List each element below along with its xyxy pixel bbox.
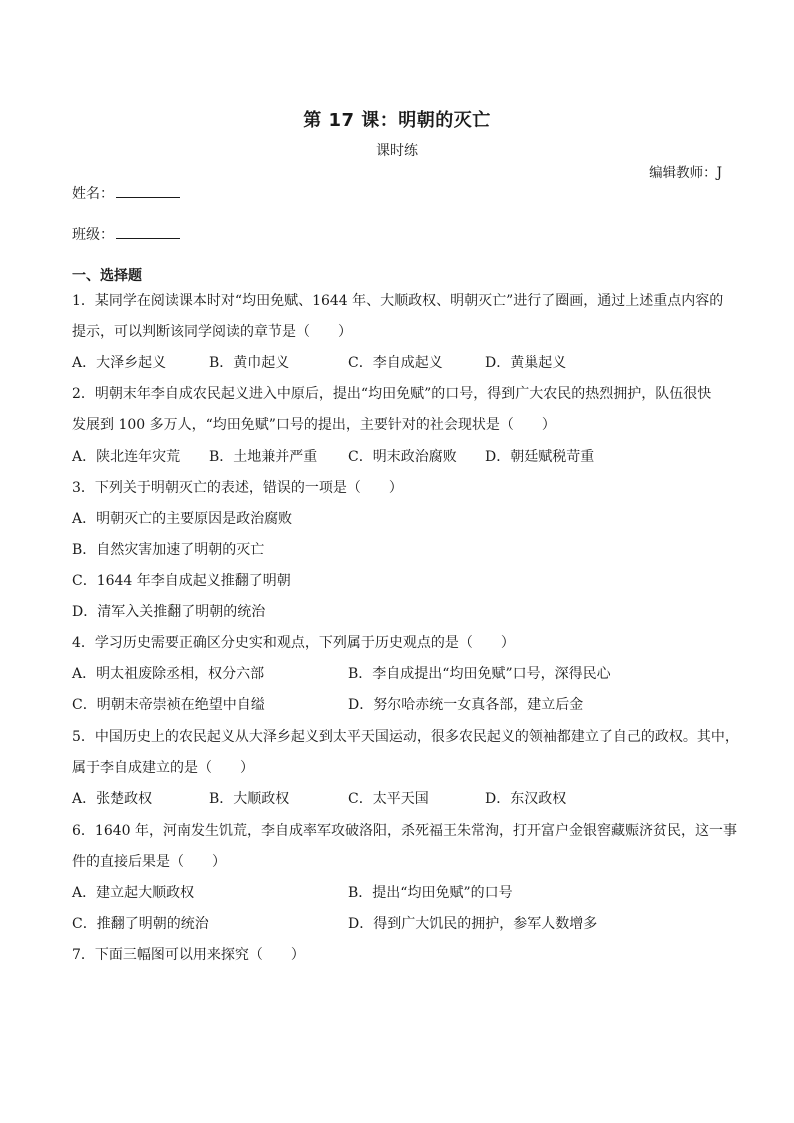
- option-c[interactable]: C．李自成起义: [348, 355, 443, 371]
- question-3-option-c[interactable]: C．1644 年李自成起义推翻了明朝: [72, 573, 291, 589]
- option-b[interactable]: B．大顺政权: [209, 791, 290, 807]
- option-b[interactable]: B．土地兼并严重: [209, 449, 318, 465]
- question-6-line-1: 6．1640 年，河南发生饥荒，李自成率军攻破洛阳，杀死福王朱常洵，打开富户金银窖藏赈济贫民，这一事: [72, 823, 737, 839]
- question-5-line-1: 5．中国历史上的农民起义从大泽乡起义到太平天国运动，很多农民起义的领袖都建立了自己的政权。其中，: [72, 729, 739, 745]
- option-a[interactable]: A．大泽乡起义: [72, 355, 167, 371]
- question-3-line-1: 3．下列关于明朝灭亡的表述，错误的一项是（ ）: [72, 480, 403, 496]
- option-c[interactable]: C．推翻了明朝的统治: [72, 916, 209, 932]
- option-a[interactable]: A．张楚政权: [72, 791, 153, 807]
- page-title: 第 17 课：明朝的灭亡: [303, 110, 491, 131]
- class-label: 班级：: [72, 227, 114, 243]
- question-6-line-2: 件的直接后果是（ ）: [72, 854, 226, 870]
- option-d[interactable]: D．黄巢起义: [485, 355, 567, 371]
- option-b[interactable]: B．提出“均田免赋”的口号: [348, 885, 513, 901]
- page-subtitle: 课时练: [376, 143, 418, 159]
- option-d[interactable]: D．得到广大饥民的拥护，参军人数增多: [348, 916, 598, 932]
- question-5-line-2: 属于李自成建立的是（ ）: [72, 760, 254, 776]
- question-1-line-2: 提示，可以判断该同学阅读的章节是（ ）: [72, 324, 352, 340]
- editor-credit: 编辑教师：J: [649, 165, 722, 181]
- question-3-option-d[interactable]: D．清军入关推翻了明朝的统治: [72, 604, 266, 620]
- name-label: 姓名：: [72, 186, 114, 202]
- option-c[interactable]: C．明末政治腐败: [348, 449, 457, 465]
- question-2-line-1: 2．明朝末年李自成农民起义进入中原后，提出“均田免赋”的口号，得到广大农民的热烈拥护，队伍很快: [72, 386, 712, 402]
- question-7-line-1: 7．下面三幅图可以用来探究（ ）: [72, 947, 305, 963]
- option-c[interactable]: C．明朝末帝崇祯在绝望中自缢: [72, 697, 265, 713]
- option-c[interactable]: C．太平天国: [348, 791, 429, 807]
- name-field: [72, 183, 180, 203]
- option-a[interactable]: A．建立起大顺政权: [72, 885, 195, 901]
- class-field: [72, 224, 180, 244]
- question-4-line-1: 4．学习历史需要正确区分史实和观点，下列属于历史观点的是（ ）: [72, 635, 515, 651]
- name-blank[interactable]: [116, 183, 180, 198]
- question-2-line-2: 发展到 100 多万人，“均田免赋”口号的提出，主要针对的社会现状是（ ）: [72, 417, 556, 433]
- option-b[interactable]: B．李自成提出“均田免赋”口号，深得民心: [348, 666, 611, 682]
- option-b[interactable]: B．黄巾起义: [209, 355, 290, 371]
- option-d[interactable]: D．朝廷赋税苛重: [485, 449, 595, 465]
- question-3-option-a[interactable]: A．明朝灭亡的主要原因是政治腐败: [72, 511, 293, 527]
- class-blank[interactable]: [116, 224, 180, 239]
- question-3-option-b[interactable]: B．自然灾害加速了明朝的灭亡: [72, 542, 265, 558]
- option-d[interactable]: D．努尔哈赤统一女真各部，建立后金: [348, 697, 584, 713]
- option-a[interactable]: A．陕北连年灾荒: [72, 449, 181, 465]
- question-1-line-1: 1．某同学在阅读课本时对“均田免赋、1644 年、大顺政权、明朝灭亡”进行了圈画，通过上述重点内容的: [72, 293, 724, 309]
- section-title: 一、选择题: [72, 268, 142, 284]
- option-d[interactable]: D．东汉政权: [485, 791, 567, 807]
- option-a[interactable]: A．明太祖废除丞相，权分六部: [72, 666, 265, 682]
